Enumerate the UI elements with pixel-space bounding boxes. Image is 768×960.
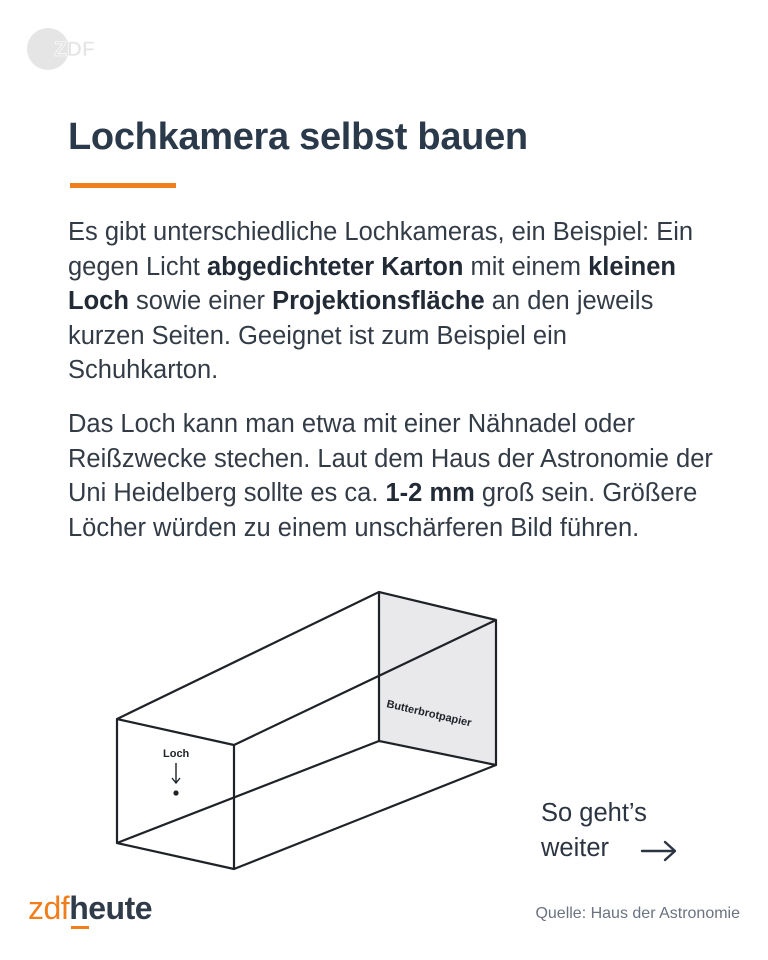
zdfheute-logo-bar — [71, 926, 89, 929]
svg-text:ZDF: ZDF — [54, 38, 95, 61]
paragraph2-run: 1-2 mm — [385, 479, 475, 507]
paragraph2-run: Das Loch kann man etwa mit einer Nähnadel oder Reißzwecke stechen. Laut dem Haus der Astronomie der Uni Heidelberg sollte es ca. — [68, 410, 713, 507]
paragraph1-run: Projektionsfläche — [272, 287, 485, 315]
pinhole-camera-diagram — [110, 585, 510, 875]
box-edge-bottom-right — [234, 765, 496, 869]
next-hint-line1: So geht’s — [541, 799, 647, 827]
zdfheute-logo — [28, 890, 152, 927]
paragraph2-run: groß sein. Größere Löcher würden zu einem unschärferen Bild führen. — [68, 479, 698, 542]
box-edge-top-left — [117, 592, 379, 719]
next-hint — [541, 796, 647, 866]
paragraph1-run: an den jeweils kurzen Seiten. Geeignet ist zum Beispiel ein Schuhkarton. — [68, 287, 654, 384]
zdf-logo — [26, 26, 108, 72]
source-credit: Quelle: Haus der Astronomie — [535, 905, 740, 922]
paragraph1-run: Es gibt unterschiedliche Lochkameras, ein Beispiel: Ein gegen Licht — [68, 218, 694, 281]
paragraph1-run: sowie einer — [128, 287, 273, 315]
hole-label: Loch — [163, 748, 190, 760]
arrow-right-icon — [640, 837, 680, 865]
page-title: Lochkamera selbst bauen — [68, 116, 528, 158]
screen-label: Butterbrotpapier — [385, 698, 473, 730]
hole-paragraph — [68, 407, 718, 545]
zdfheute-logo-heute — [69, 890, 152, 926]
title-accent-line — [70, 183, 176, 188]
paragraph1-run: mit einem — [463, 252, 589, 281]
projection-screen — [379, 592, 496, 765]
paragraph1-run: abgedichteter Karton — [206, 252, 464, 281]
zdfheute-logo-zdf: zdf — [28, 890, 70, 926]
next-hint-line2: weiter — [541, 834, 610, 862]
paragraph1-run: kleinen Loch — [68, 252, 676, 315]
intro-paragraph — [68, 215, 718, 388]
arrow-down-icon — [172, 763, 180, 783]
pinhole-dot — [173, 790, 178, 795]
zdfheute-logo-heute-text: heute — [69, 890, 153, 926]
